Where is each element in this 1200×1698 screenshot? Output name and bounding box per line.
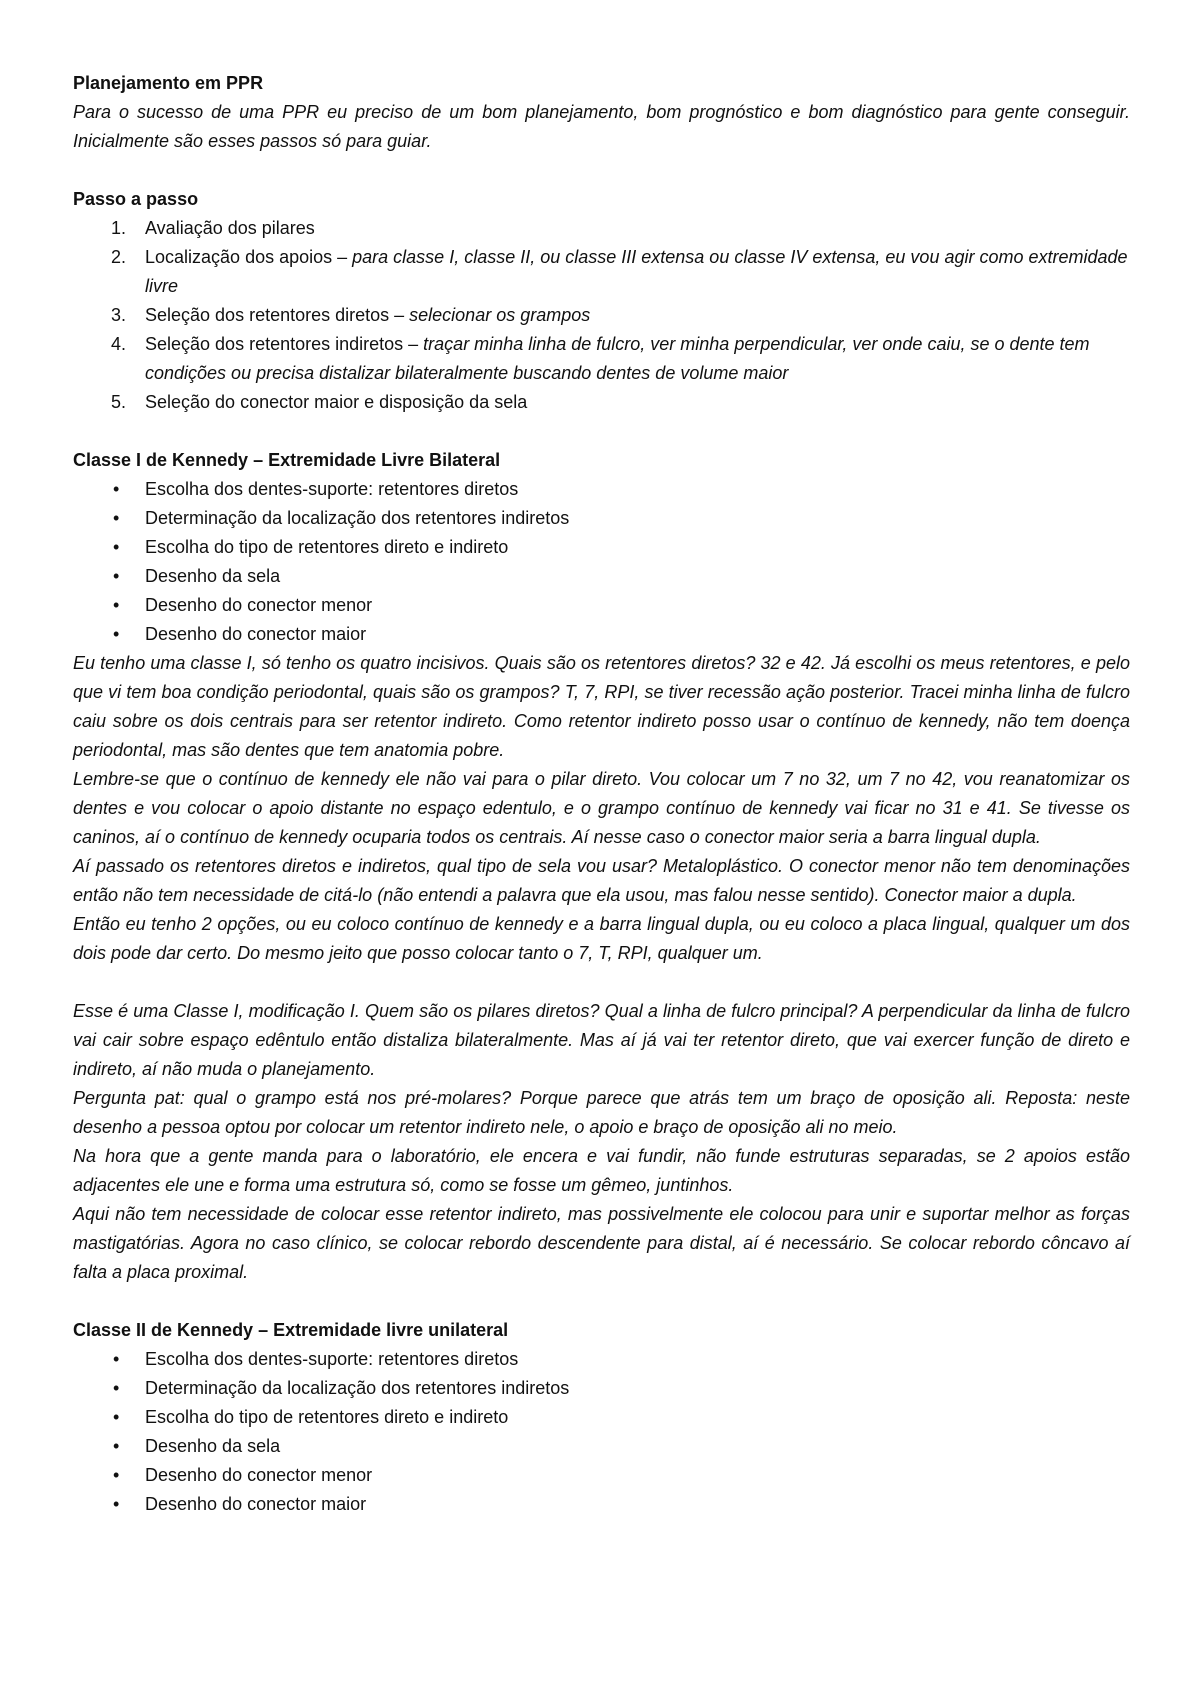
bullet-icon: • — [113, 1465, 120, 1485]
body-paragraph: Lembre-se que o contínuo de kennedy ele não vai para o pilar direto. Vou colocar um 7 no 32, um 7 no 42, vou reanatomizar os dentes e vou colocar o apoio distante no espaço edentulo, e o grampo contínuo de kennedy vai ficar no 31 e 41. Se tivesse os caninos, aí o contínuo de kennedy ocuparia todos os centrais. Aí nesse caso o conector maior seria a barra lingual dupla. — [73, 769, 1130, 847]
body-paragraph: Eu tenho uma classe I, só tenho os quatro incisivos. Quais são os retentores diretos? 32 e 42. Já escolhi os meus retentores, e pelo que vi tem boa condição periodontal, quais são os grampos? T, 7, RPI, se tiver recessão ação posterior. Tracei minha linha de fulcro caiu sobre os dois centrais para ser retentor indireto. Como retentor indireto posso usar o contínuo de kennedy, não tem doença periodontal, mas são dentes que tem anatomia pobre. — [73, 653, 1130, 760]
step-item — [73, 214, 1130, 243]
bullet-text: Desenho da sela — [145, 566, 281, 586]
bullet-text: Desenho do conector maior — [145, 624, 367, 644]
bullet-text: Escolha dos dentes-suporte: retentores diretos — [145, 1349, 519, 1369]
bullet-icon: • — [113, 1436, 120, 1456]
bullet-item — [73, 620, 1130, 649]
bullet-text: Determinação da localização dos retentores indiretos — [145, 1378, 570, 1398]
step-number: 4. — [111, 334, 127, 354]
step-label: Avaliação dos pilares — [145, 218, 315, 238]
step-label: Seleção dos retentores diretos – — [145, 305, 410, 325]
bullet-icon: • — [113, 595, 120, 615]
step-number: 1. — [111, 218, 127, 238]
step-number: 3. — [111, 305, 127, 325]
body-paragraph: Aqui não tem necessidade de colocar esse retentor indireto, mas possivelmente ele colocou para unir e suportar melhor as forças mastigatórias. Agora no caso clínico, se colocar rebordo descendente para distal, aí é necessário. Se colocar rebordo côncavo aí falta a placa proximal. — [73, 1204, 1130, 1282]
section-heading-passo: Passo a passo — [73, 189, 199, 209]
bullet-icon: • — [113, 1378, 120, 1398]
step-description: selecionar os grampos — [409, 305, 591, 325]
step-description: para classe I, classe II, ou classe III extensa ou classe IV extensa, eu vou agir como extremidade livre — [145, 247, 1128, 296]
section-heading-classe-2: Classe II de Kennedy – Extremidade livre unilateral — [73, 1320, 509, 1340]
step-label: Seleção do conector maior e disposição da sela — [145, 392, 528, 412]
bullet-item — [73, 1345, 1130, 1374]
bullet-text: Escolha do tipo de retentores direto e indireto — [145, 537, 509, 557]
bullet-text: Desenho da sela — [145, 1436, 281, 1456]
bullet-item — [73, 533, 1130, 562]
bullet-item — [73, 1432, 1130, 1461]
step-item — [73, 301, 1130, 330]
bullet-item — [73, 1461, 1130, 1490]
bullet-icon: • — [113, 1494, 120, 1514]
body-paragraph: Aí passado os retentores diretos e indiretos, qual tipo de sela vou usar? Metaloplástico. O conector menor não tem denominações então não tem necessidade de citá-lo (não entendi a palavra que ela usou, mas falou nesse sentido). Conector maior a dupla. — [73, 856, 1130, 905]
bullet-text: Desenho do conector menor — [145, 1465, 373, 1485]
bullet-item — [73, 1490, 1130, 1519]
step-label: Seleção dos retentores indiretos – — [145, 334, 424, 354]
bullet-icon: • — [113, 1349, 120, 1369]
classe-1-bullet-list — [73, 475, 1130, 649]
bullet-icon: • — [113, 566, 120, 586]
bullet-item — [73, 591, 1130, 620]
bullet-item — [73, 1374, 1130, 1403]
body-paragraph: Então eu tenho 2 opções, ou eu coloco contínuo de kennedy e a barra lingual dupla, ou eu coloco a placa lingual, qualquer um dos dois pode dar certo. Do mesmo jeito que posso colocar tanto o 7, T, RPI, qualquer um. — [73, 914, 1130, 963]
intro-paragraph: Para o sucesso de uma PPR eu preciso de um bom planejamento, bom prognóstico e bom diagnóstico para gente conseguir. Inicialmente são esses passos só para guiar. — [73, 102, 1130, 151]
bullet-icon: • — [113, 1407, 120, 1427]
spacer — [73, 417, 1130, 446]
bullet-text: Desenho do conector menor — [145, 595, 373, 615]
step-description: traçar minha linha de fulcro, ver minha perpendicular, ver onde caiu, se o dente tem condições ou precisa distalizar bilateralmente buscando dentes de volume maior — [145, 334, 1090, 383]
bullet-icon: • — [113, 537, 120, 557]
step-item — [73, 388, 1130, 417]
step-item — [73, 243, 1130, 301]
bullet-icon: • — [113, 479, 120, 499]
steps-list — [73, 214, 1130, 417]
step-label: Localização dos apoios – — [145, 247, 353, 267]
spacer — [73, 1287, 1130, 1316]
spacer — [73, 968, 1130, 997]
bullet-text: Escolha do tipo de retentores direto e indireto — [145, 1407, 509, 1427]
bullet-item — [73, 562, 1130, 591]
step-number: 5. — [111, 392, 127, 412]
bullet-text: Determinação da localização dos retentores indiretos — [145, 508, 570, 528]
classe-2-bullet-list — [73, 1345, 1130, 1519]
step-item — [73, 330, 1130, 388]
body-paragraph: Esse é uma Classe I, modificação I. Quem são os pilares diretos? Qual a linha de fulcro principal? A perpendicular da linha de fulcro vai cair sobre espaço edêntulo então distaliza bilateralmente. Mas aí já vai ter retentor direto, que vai exercer função de direto e indireto, aí não muda o planejamento. — [73, 1001, 1130, 1079]
bullet-item — [73, 504, 1130, 533]
step-number: 2. — [111, 247, 127, 267]
bullet-text: Escolha dos dentes-suporte: retentores diretos — [145, 479, 519, 499]
document-title: Planejamento em PPR — [73, 73, 264, 93]
bullet-item — [73, 475, 1130, 504]
section-heading-classe-1: Classe I de Kennedy – Extremidade Livre Bilateral — [73, 450, 501, 470]
bullet-item — [73, 1403, 1130, 1432]
spacer — [73, 156, 1130, 185]
bullet-text: Desenho do conector maior — [145, 1494, 367, 1514]
body-paragraph: Pergunta pat: qual o grampo está nos pré-molares? Porque parece que atrás tem um braço de oposição ali. Reposta: neste desenho a pessoa optou por colocar um retentor indireto nele, o apoio e braço de oposição ali no meio. — [73, 1088, 1130, 1137]
bullet-icon: • — [113, 508, 120, 528]
body-paragraph: Na hora que a gente manda para o laboratório, ele encera e vai fundir, não funde estruturas separadas, se 2 apoios estão adjacentes ele une e forma uma estrutura só, como se fosse um gêmeo, juntinhos. — [73, 1146, 1130, 1195]
bullet-icon: • — [113, 624, 120, 644]
